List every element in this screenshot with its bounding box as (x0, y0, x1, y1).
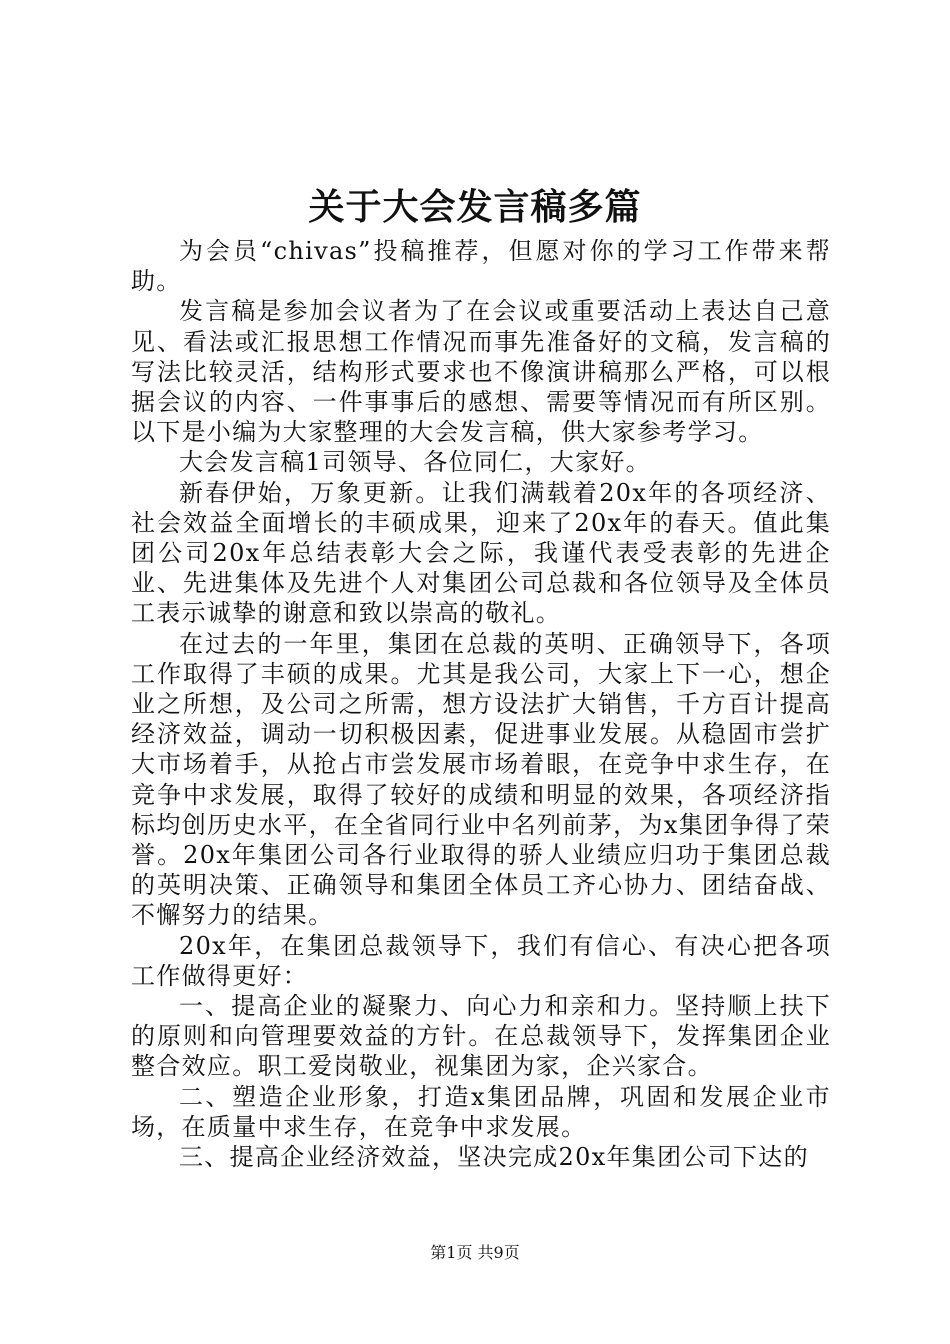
paragraph-2: 发言稿是参加会议者为了在会议或重要活动上表达自己意见、看法或汇报思想工作情况而事先准备好的文稿，发言稿的写法比较灵活，结构形式要求也不像演讲稿那么严格，可以根据会议的内容、一件事事后的感想、需要等情况而有所区别。以下是小编为大家整理的大会发言稿，供大家参考学习。 (131, 297, 831, 447)
page-footer: 第1页 共9页 (430, 1243, 520, 1262)
paragraph-8: 二、塑造企业形象，打造x集团品牌，巩固和发展企业市场，在质量中求生存，在竞争中求发展。 (131, 1082, 831, 1141)
paragraph-6: 20x年，在集团总裁领导下，我们有信心、有决心把各项工作做得更好： (131, 931, 831, 990)
document-body (131, 236, 831, 1172)
paragraph-5: 在过去的一年里，集团在总裁的英明、正确领导下，各项工作取得了丰硕的成果。尤其是我公司，大家上下一心，想企业之所想，及公司之所需，想方设法扩大销售，千方百计提高经济效益，调动一切积极因素，促进事业发展。从稳固市尝扩大市场着手，从抢占市尝发展市场着眼，在竞争中求生存，在竞争中求发展，取得了较好的成绩和明显的效果，各项经济指标均创历史水平，在全省同行业中名列前茅，为x集团争得了荣誉。20x年集团公司各行业取得的骄人业绩应归功于集团总裁的英明决策、正确领导和集团全体员工齐心协力、团结奋战、不懈努力的结果。 (131, 629, 831, 930)
paragraph-3: 大会发言稿1司领导、各位同仁，大家好。 (179, 448, 651, 477)
paragraph-7: 一、提高企业的凝聚力、向心力和亲和力。坚持顺上扶下的原则和向管理要效益的方针。在总裁领导下，发挥集团企业整合效应。职工爱岗敬业，视集团为家，企兴家合。 (131, 992, 831, 1081)
paragraph-4: 新春伊始，万象更新。让我们满载着20x年的各项经济、社会效益全面增长的丰硕成果，迎来了20x年的春天。值此集团公司20x年总结表彰大会之际，我谨代表受表彰的先进企业、先进集体及先进个人对集团公司总裁和各位领导及全体员工表示诚挚的谢意和致以崇高的敬礼。 (131, 478, 831, 628)
paragraph-1: 为会员“chivas”投稿推荐，但愿对你的学习工作带来帮助。 (131, 237, 831, 296)
paragraph-9: 三、提高企业经济效益，坚决完成20x年集团公司下达的 (179, 1143, 809, 1172)
document-title: 关于大会发言稿多篇 (308, 186, 642, 228)
